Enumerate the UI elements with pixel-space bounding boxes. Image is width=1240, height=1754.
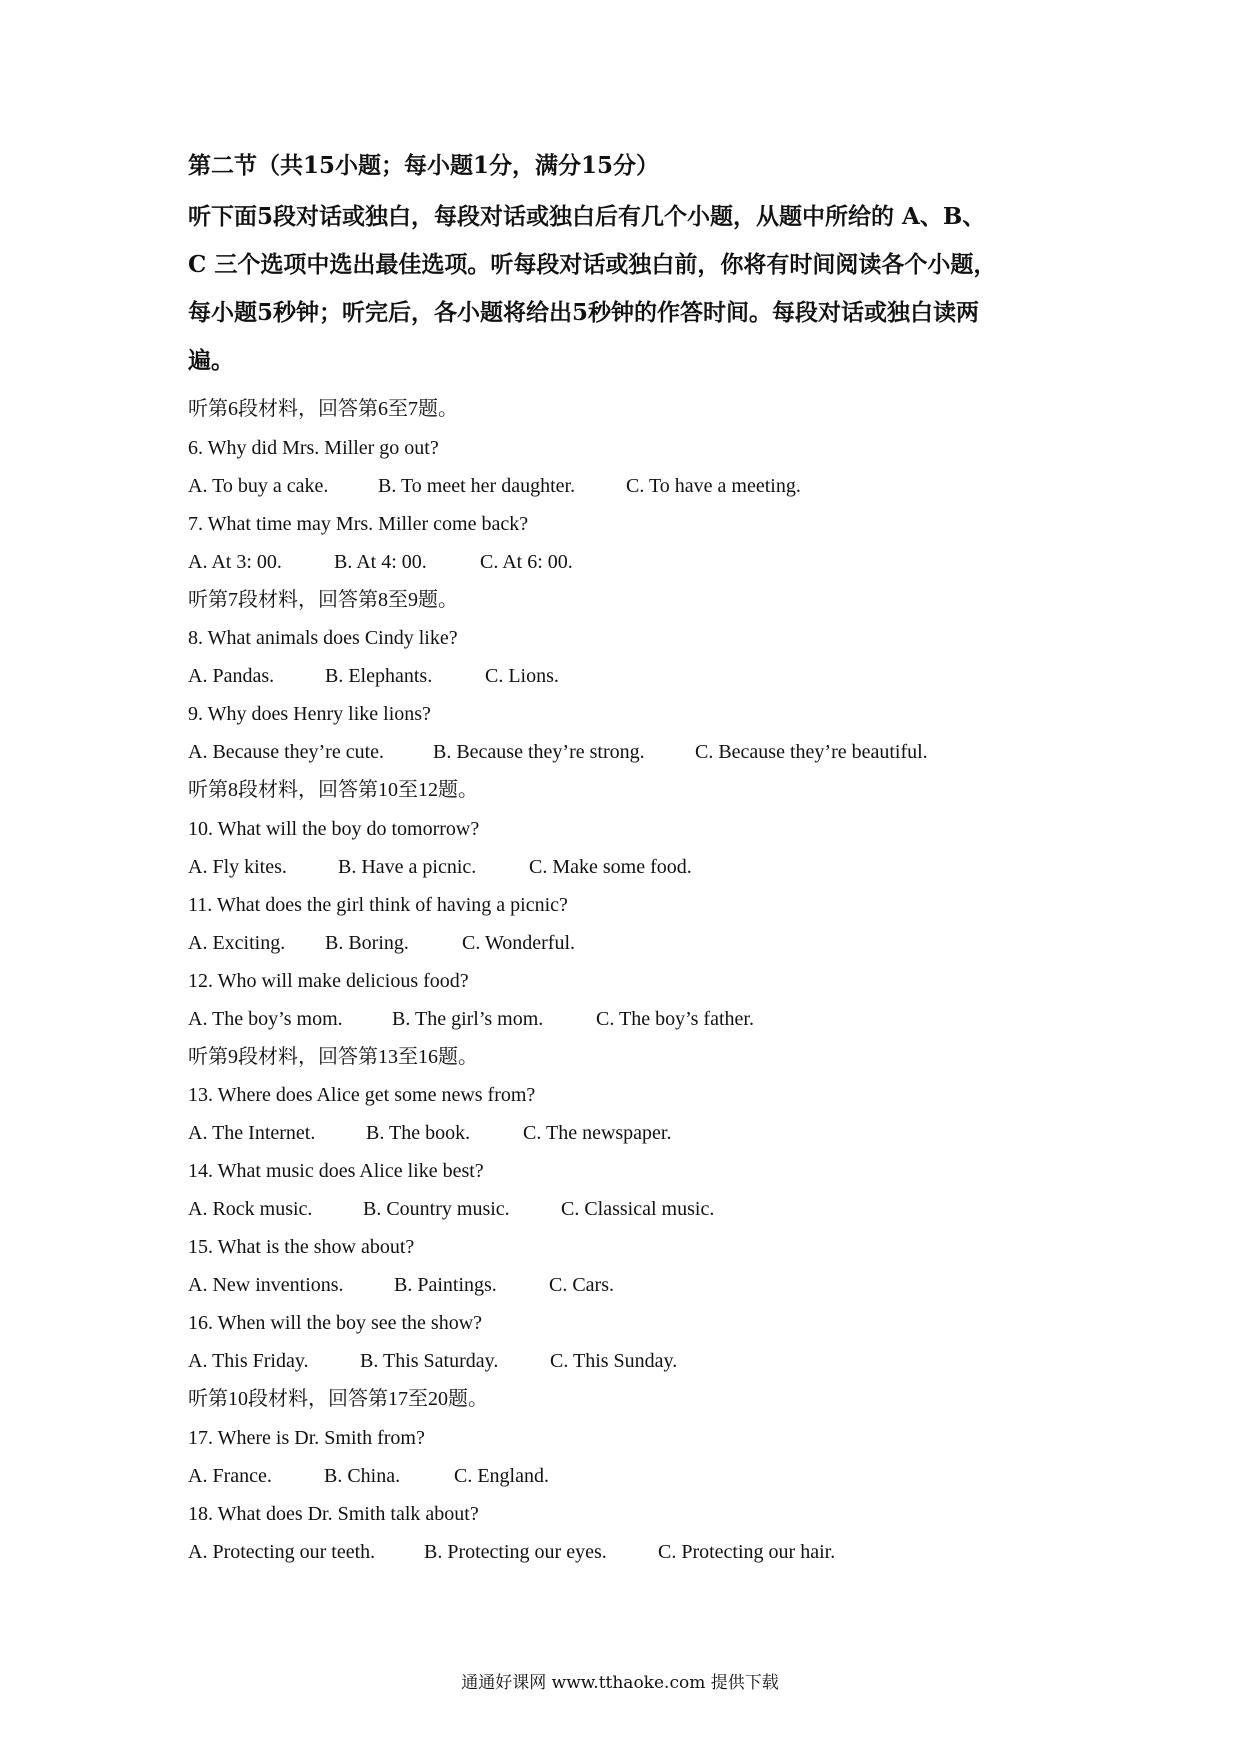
answer-option: A. Exciting. <box>188 931 286 954</box>
answer-option: C. At 6: 00. <box>480 550 573 573</box>
answer-option: B. Paintings. <box>394 1274 497 1296</box>
answer-option: A. This Friday. <box>188 1350 309 1372</box>
answer-options <box>188 848 1088 886</box>
answer-option: C. Make some food. <box>529 855 692 878</box>
answer-option: B. Protecting our eyes. <box>424 1540 607 1563</box>
section-heading: 听第6段材料，回答第6至7题。 <box>188 398 458 420</box>
answer-option: C. Classical music. <box>561 1198 715 1220</box>
answer-option: A. The boy’s mom. <box>188 1007 343 1030</box>
answer-option: C. Cars. <box>549 1274 614 1296</box>
answer-option: C. Lions. <box>485 665 559 687</box>
answer-option: A. New inventions. <box>188 1274 344 1296</box>
answer-option: B. Elephants. <box>325 665 433 687</box>
answer-option: B. The girl’s mom. <box>392 1007 544 1030</box>
answer-option: B. At 4: 00. <box>334 550 427 573</box>
answer-option: C. England. <box>454 1464 549 1487</box>
answer-option: A. Because they’re cute. <box>188 741 385 763</box>
question-stem: 8. What animals does Cindy like? <box>188 627 458 649</box>
answer-options <box>188 924 1088 962</box>
instructions <box>188 193 1068 385</box>
answer-option: A. At 3: 00. <box>188 550 282 573</box>
question-stem: 11. What does the girl think of having a picnic? <box>188 893 568 916</box>
answer-options <box>188 1342 1088 1380</box>
answer-options <box>188 1457 1088 1495</box>
answer-option: B. China. <box>324 1464 401 1487</box>
instruction-line: 遍。 <box>188 347 234 374</box>
answer-options <box>188 1114 1088 1152</box>
question-stem: 9. Why does Henry like lions? <box>188 703 431 725</box>
answer-option: B. Country music. <box>363 1198 510 1220</box>
section-heading: 听第9段材料，回答第13至16题。 <box>188 1045 478 1068</box>
answer-options <box>188 1000 1088 1038</box>
answer-option: C. This Sunday. <box>550 1350 678 1372</box>
answer-options <box>188 733 1088 771</box>
answer-option: B. The book. <box>366 1122 471 1144</box>
answer-option: B. To meet her daughter. <box>378 474 576 497</box>
answer-option: C. The newspaper. <box>523 1122 672 1144</box>
question-stem: 10. What will the boy do tomorrow? <box>188 817 480 840</box>
answer-option: A. Pandas. <box>188 665 275 687</box>
answer-option: B. Because they’re strong. <box>433 741 645 763</box>
footer-watermark: 通通好课网 www.tthaoke.com 提供下载 <box>461 1673 779 1693</box>
answer-options <box>188 1266 1088 1304</box>
section-heading: 听第10段材料，回答第17至20题。 <box>188 1388 488 1410</box>
section-heading: 听第8段材料，回答第10至12题。 <box>188 779 478 801</box>
answer-options <box>188 1190 1088 1228</box>
answer-options <box>188 1533 1088 1571</box>
question-stem: 12. Who will make delicious food? <box>188 969 469 992</box>
instruction-line: 每小题5秒钟；听完后，各小题将给出5秒钟的作答时间。每段对话或独白读两 <box>188 299 980 326</box>
instruction-line: 听下面5段对话或独白，每段对话或独白后有几个小题，从题中所给的 A、B、 <box>188 203 986 230</box>
question-stem: 17. Where is Dr. Smith from? <box>188 1426 425 1449</box>
answer-option: A. The Internet. <box>188 1122 316 1144</box>
answer-options <box>188 467 1088 505</box>
answer-option: B. Have a picnic. <box>338 855 477 878</box>
question-stem: 16. When will the boy see the show? <box>188 1312 483 1334</box>
answer-option: A. Rock music. <box>188 1198 313 1220</box>
answer-option: C. Wonderful. <box>462 931 576 954</box>
question-stem: 14. What music does Alice like best? <box>188 1160 484 1182</box>
question-stem: 6. Why did Mrs. Miller go out? <box>188 436 439 459</box>
answer-option: A. France. <box>188 1464 272 1487</box>
answer-option: A. To buy a cake. <box>188 474 329 497</box>
answer-option: A. Fly kites. <box>188 855 287 878</box>
answer-option: B. Boring. <box>325 931 409 954</box>
answer-option: C. Because they’re beautiful. <box>695 741 928 763</box>
question-stem: 18. What does Dr. Smith talk about? <box>188 1502 479 1525</box>
answer-options <box>188 543 1088 581</box>
section-heading: 听第7段材料，回答第8至9题。 <box>188 588 458 611</box>
answer-option: B. This Saturday. <box>360 1350 499 1372</box>
question-list <box>188 390 1088 1571</box>
question-stem: 7. What time may Mrs. Miller come back? <box>188 512 529 535</box>
question-stem: 13. Where does Alice get some news from? <box>188 1084 536 1106</box>
instruction-line: C 三个选项中选出最佳选项。听每段对话或独白前，你将有时间阅读各个小题， <box>188 251 997 278</box>
answer-option: C. To have a meeting. <box>626 474 801 497</box>
answer-option: C. The boy’s father. <box>596 1007 754 1030</box>
answer-option: C. Protecting our hair. <box>658 1540 836 1563</box>
answer-option: A. Protecting our teeth. <box>188 1540 376 1563</box>
section-title: 第二节（共15小题；每小题1分，满分15分） <box>188 152 660 179</box>
answer-options <box>188 657 1088 695</box>
question-stem: 15. What is the show about? <box>188 1236 415 1258</box>
